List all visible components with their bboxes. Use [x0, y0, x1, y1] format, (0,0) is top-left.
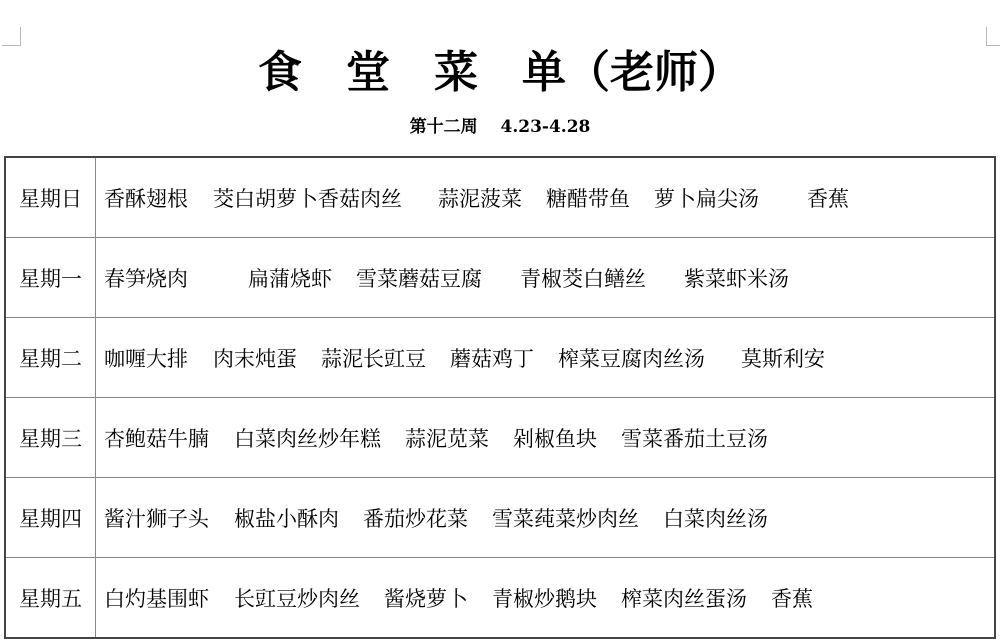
- dish-item: 白菜肉丝炒年糕: [234, 426, 381, 451]
- dish-item: 杏鲍菇牛腩: [104, 426, 209, 451]
- dish-item: 茭白胡萝卜香菇肉丝: [213, 186, 402, 211]
- menu-row-sunday: [5, 157, 995, 238]
- dish-item: 白灼基围虾: [104, 586, 209, 611]
- dish-list: [96, 318, 996, 398]
- day-label: 星期五: [5, 558, 96, 639]
- dish-item: 蒜泥菠菜: [438, 186, 522, 211]
- dish-list: [96, 558, 996, 639]
- dish-item: 雪菜蘑菇豆腐: [356, 266, 482, 291]
- day-label: 星期二: [5, 318, 96, 398]
- dish-list: [96, 398, 996, 478]
- menu-row-friday: [5, 558, 995, 639]
- dish-item: 香蕉: [807, 186, 849, 211]
- dish-item: 青椒茭白鳝丝: [520, 266, 646, 291]
- day-label: 星期日: [5, 157, 96, 238]
- day-label: 星期一: [5, 238, 96, 318]
- dish-item: 糖醋带鱼: [546, 186, 630, 211]
- week-subtitle: 第十二周 4.23-4.28: [409, 117, 591, 137]
- dish-item: 春笋烧肉: [104, 266, 188, 291]
- dish-item: 青椒炒鹅块: [492, 586, 597, 611]
- dish-item: 白菜肉丝汤: [663, 506, 768, 531]
- dish-item: 椒盐小酥肉: [234, 506, 339, 531]
- dish-item: 雪菜番茄土豆汤: [621, 426, 768, 451]
- dish-item: 雪菜莼菜炒肉丝: [492, 506, 639, 531]
- dish-item: 榨菜肉丝蛋汤: [621, 586, 747, 611]
- dish-item: 剁椒鱼块: [513, 426, 597, 451]
- dish-item: 肉末炖蛋: [213, 346, 297, 371]
- dish-item: 香酥翅根: [104, 186, 188, 211]
- dish-item: 酱汁狮子头: [104, 506, 209, 531]
- menu-row-tuesday: [5, 318, 995, 398]
- dish-item: 蒜泥苋菜: [405, 426, 489, 451]
- dish-list: [96, 478, 996, 558]
- dish-item: 榨菜豆腐肉丝汤: [558, 346, 705, 371]
- menu-row-monday: [5, 238, 995, 318]
- dish-item: 扁蒲烧虾: [248, 266, 332, 291]
- dish-item: 番茄炒花菜: [363, 506, 468, 531]
- dish-item: 长豇豆炒肉丝: [234, 586, 360, 611]
- menu-table: [4, 156, 996, 639]
- dish-item: 香蕉: [771, 586, 813, 611]
- day-label: 星期三: [5, 398, 96, 478]
- menu-row-thursday: [5, 478, 995, 558]
- day-label: 星期四: [5, 478, 96, 558]
- dish-item: 紫菜虾米汤: [684, 266, 789, 291]
- menu-row-wednesday: [5, 398, 995, 478]
- dish-item: 莫斯利安: [741, 346, 825, 371]
- dish-list: [96, 238, 996, 318]
- dish-item: 酱烧萝卜: [384, 586, 468, 611]
- dish-item: 蒜泥长豇豆: [321, 346, 426, 371]
- page-title: 食 堂 菜 单（老师）: [258, 47, 742, 98]
- dish-item: 蘑菇鸡丁: [450, 346, 534, 371]
- dish-list: [96, 157, 996, 238]
- dish-item: 咖喱大排: [104, 346, 188, 371]
- dish-item: 萝卜扁尖汤: [654, 186, 759, 211]
